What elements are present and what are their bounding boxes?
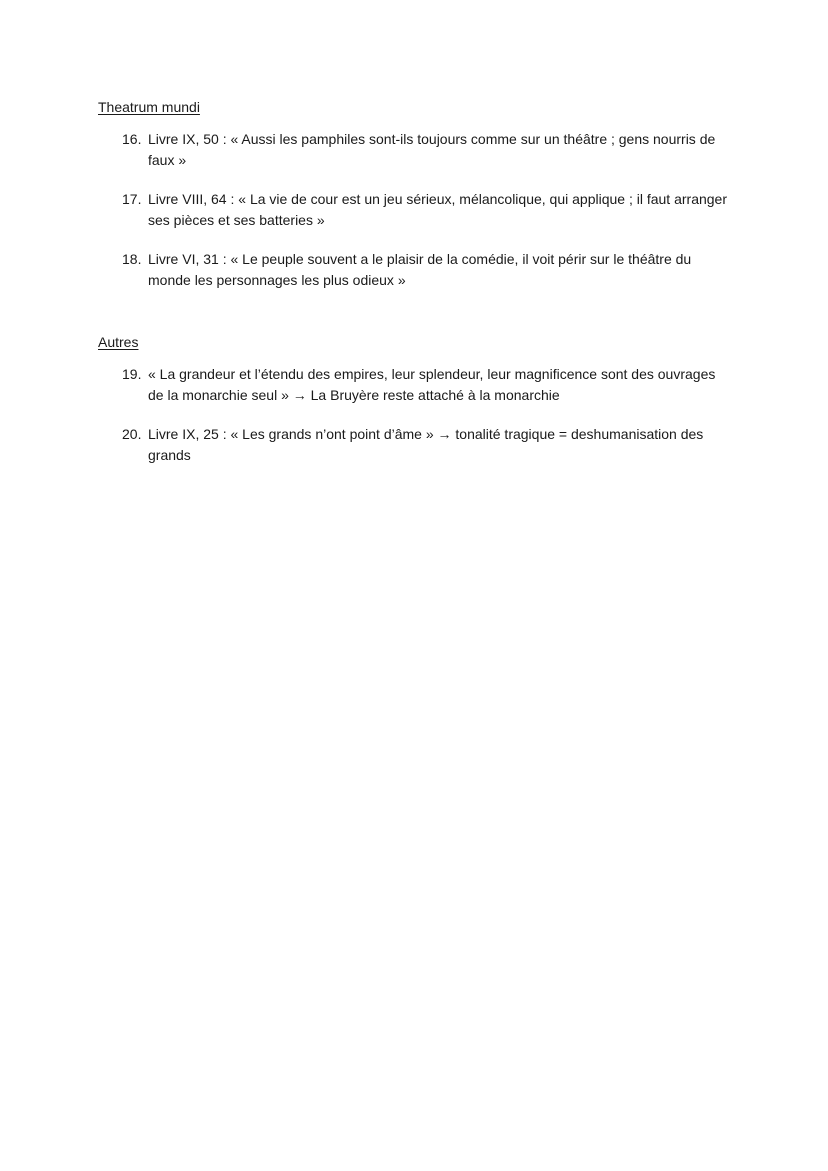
list-item-text: Livre IX, 50 : « Aussi les pamphiles sont-ils toujours comme sur un théâtre ; gens nourris de faux » — [148, 131, 716, 168]
list-item-number: 19. — [122, 366, 142, 382]
list-item-number: 18. — [122, 251, 142, 267]
list-item-text: « La grandeur et l’étendu des empires, leur splendeur, leur magnificence sont des ouvrages de la monarchie seul » → La Bruyère reste attaché à la monarchie — [148, 366, 716, 403]
list-item-text: Livre VIII, 64 : « La vie de cour est un jeu sérieux, mélancolique, qui applique ; il faut arranger ses pièces et ses batteries » — [148, 191, 728, 228]
list-item-number: 17. — [122, 191, 142, 207]
section-title-autres: Autres — [98, 334, 139, 350]
list-item-number: 16. — [122, 131, 142, 147]
list-item-text: Livre VI, 31 : « Le peuple souvent a le plaisir de la comédie, il voit périr sur le théâtre du monde les personnages les plus odieux » — [148, 251, 692, 288]
section-title-theatrum-mundi: Theatrum mundi — [98, 99, 200, 115]
list-item-number: 20. — [122, 426, 142, 442]
list-item-text: Livre IX, 25 : « Les grands n’ont point d’âme » → tonalité tragique = deshumanisation des grands — [148, 426, 704, 463]
